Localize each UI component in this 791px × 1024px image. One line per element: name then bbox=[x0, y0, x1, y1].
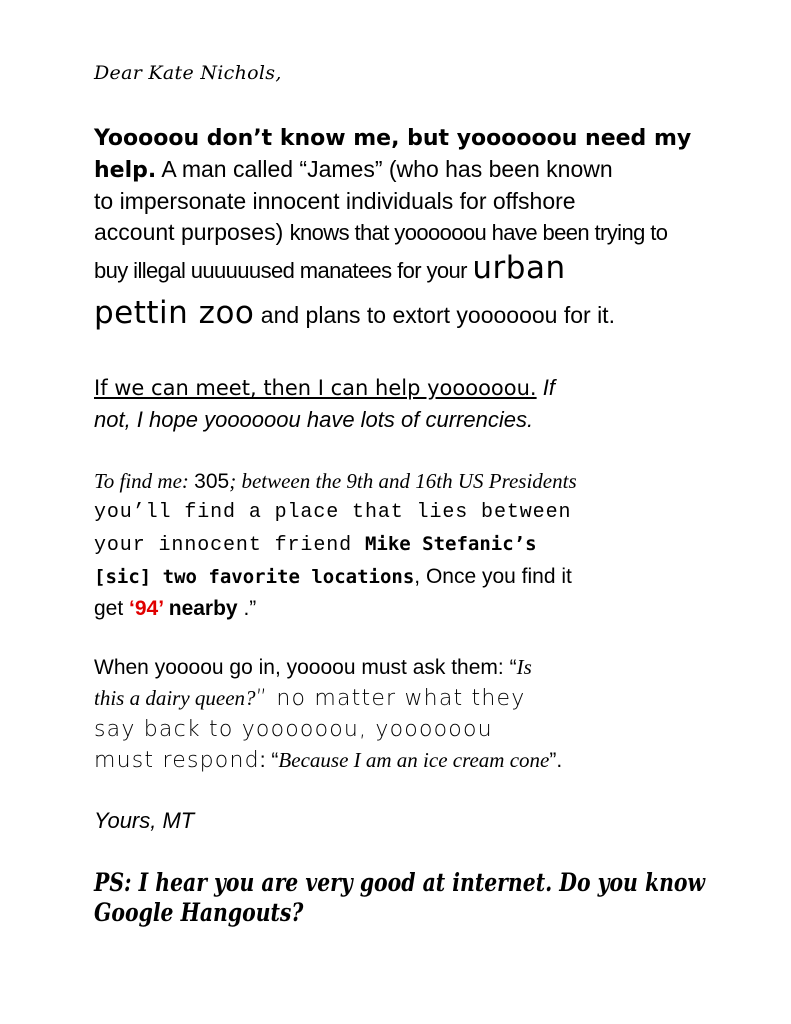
salutation: Dear Kate Nichols, bbox=[94, 62, 282, 84]
instr-e: say back to yoooooou, yoooooou bbox=[94, 717, 493, 742]
intro-line-4a: account purposes) bbox=[94, 219, 290, 245]
intro-line-3: to impersonate innocent individuals for offshore bbox=[94, 188, 576, 214]
instr-a: When yoooou go in, yoooou must ask them: “ bbox=[94, 656, 517, 679]
offer-italic-1: If bbox=[536, 375, 555, 400]
instr-g: : “ bbox=[259, 749, 279, 772]
instr-i: ”. bbox=[549, 749, 563, 772]
instr-c: this a dairy queen? bbox=[94, 686, 256, 710]
instr-b: Is bbox=[516, 655, 532, 679]
offer-italic-2: not, I hope yoooooou have lots of currencies. bbox=[94, 407, 534, 432]
directions-nearby: nearby bbox=[162, 597, 238, 620]
paragraph-intro bbox=[94, 122, 691, 338]
postscript-line-2: Google Hangouts? bbox=[94, 898, 304, 927]
directions-mono-1: you’ll find a place that lies between bbox=[94, 501, 572, 524]
directions-mono-3b: [sic] two favorite locations bbox=[94, 566, 415, 588]
intro-line-4b: knows that yoooooou have been trying to bbox=[289, 220, 668, 245]
intro-bold-2: help. bbox=[94, 158, 157, 183]
directions-end: .” bbox=[237, 597, 257, 620]
directions-get: get bbox=[94, 597, 130, 620]
paragraph-offer bbox=[94, 372, 555, 435]
directions-number: 305 bbox=[194, 470, 230, 493]
postscript-line-1: PS: I hear you are very good at internet. Do you know bbox=[94, 868, 706, 897]
intro-line-6a: pettin zoo bbox=[94, 295, 255, 331]
directions-mono-2a: your innocent friend bbox=[94, 534, 365, 557]
intro-bold-1: Yooooou don’t know me, but yoooooou need my bbox=[94, 126, 692, 151]
directions-3c: , Once you find it bbox=[414, 565, 572, 588]
intro-line-5a: buy illegal uuuuuused manatees for your bbox=[94, 258, 473, 283]
offer-underlined: If we can meet, then I can help yoooooou. bbox=[94, 376, 537, 400]
instr-d: ” no matter what they bbox=[255, 686, 526, 711]
signature: Yours, MT bbox=[94, 808, 195, 833]
directions-94: ‘94’ bbox=[129, 597, 163, 620]
directions-b: ; between the 9th and 16th US Presidents bbox=[229, 469, 577, 493]
paragraph-directions bbox=[94, 466, 577, 624]
paragraph-instructions bbox=[94, 652, 562, 776]
postscript bbox=[94, 868, 771, 928]
intro-line-6b: and plans to extort yoooooou for it. bbox=[254, 302, 615, 328]
intro-plain-2: A man called “James” (who has been known bbox=[156, 156, 613, 182]
instr-h: Because I am an ice cream cone bbox=[278, 748, 550, 772]
directions-a: To find me: bbox=[94, 469, 195, 493]
directions-mono-2b: Mike Stefanic’s bbox=[364, 533, 537, 555]
intro-line-5b: urban bbox=[472, 250, 566, 286]
instr-f: must respond bbox=[94, 748, 260, 773]
